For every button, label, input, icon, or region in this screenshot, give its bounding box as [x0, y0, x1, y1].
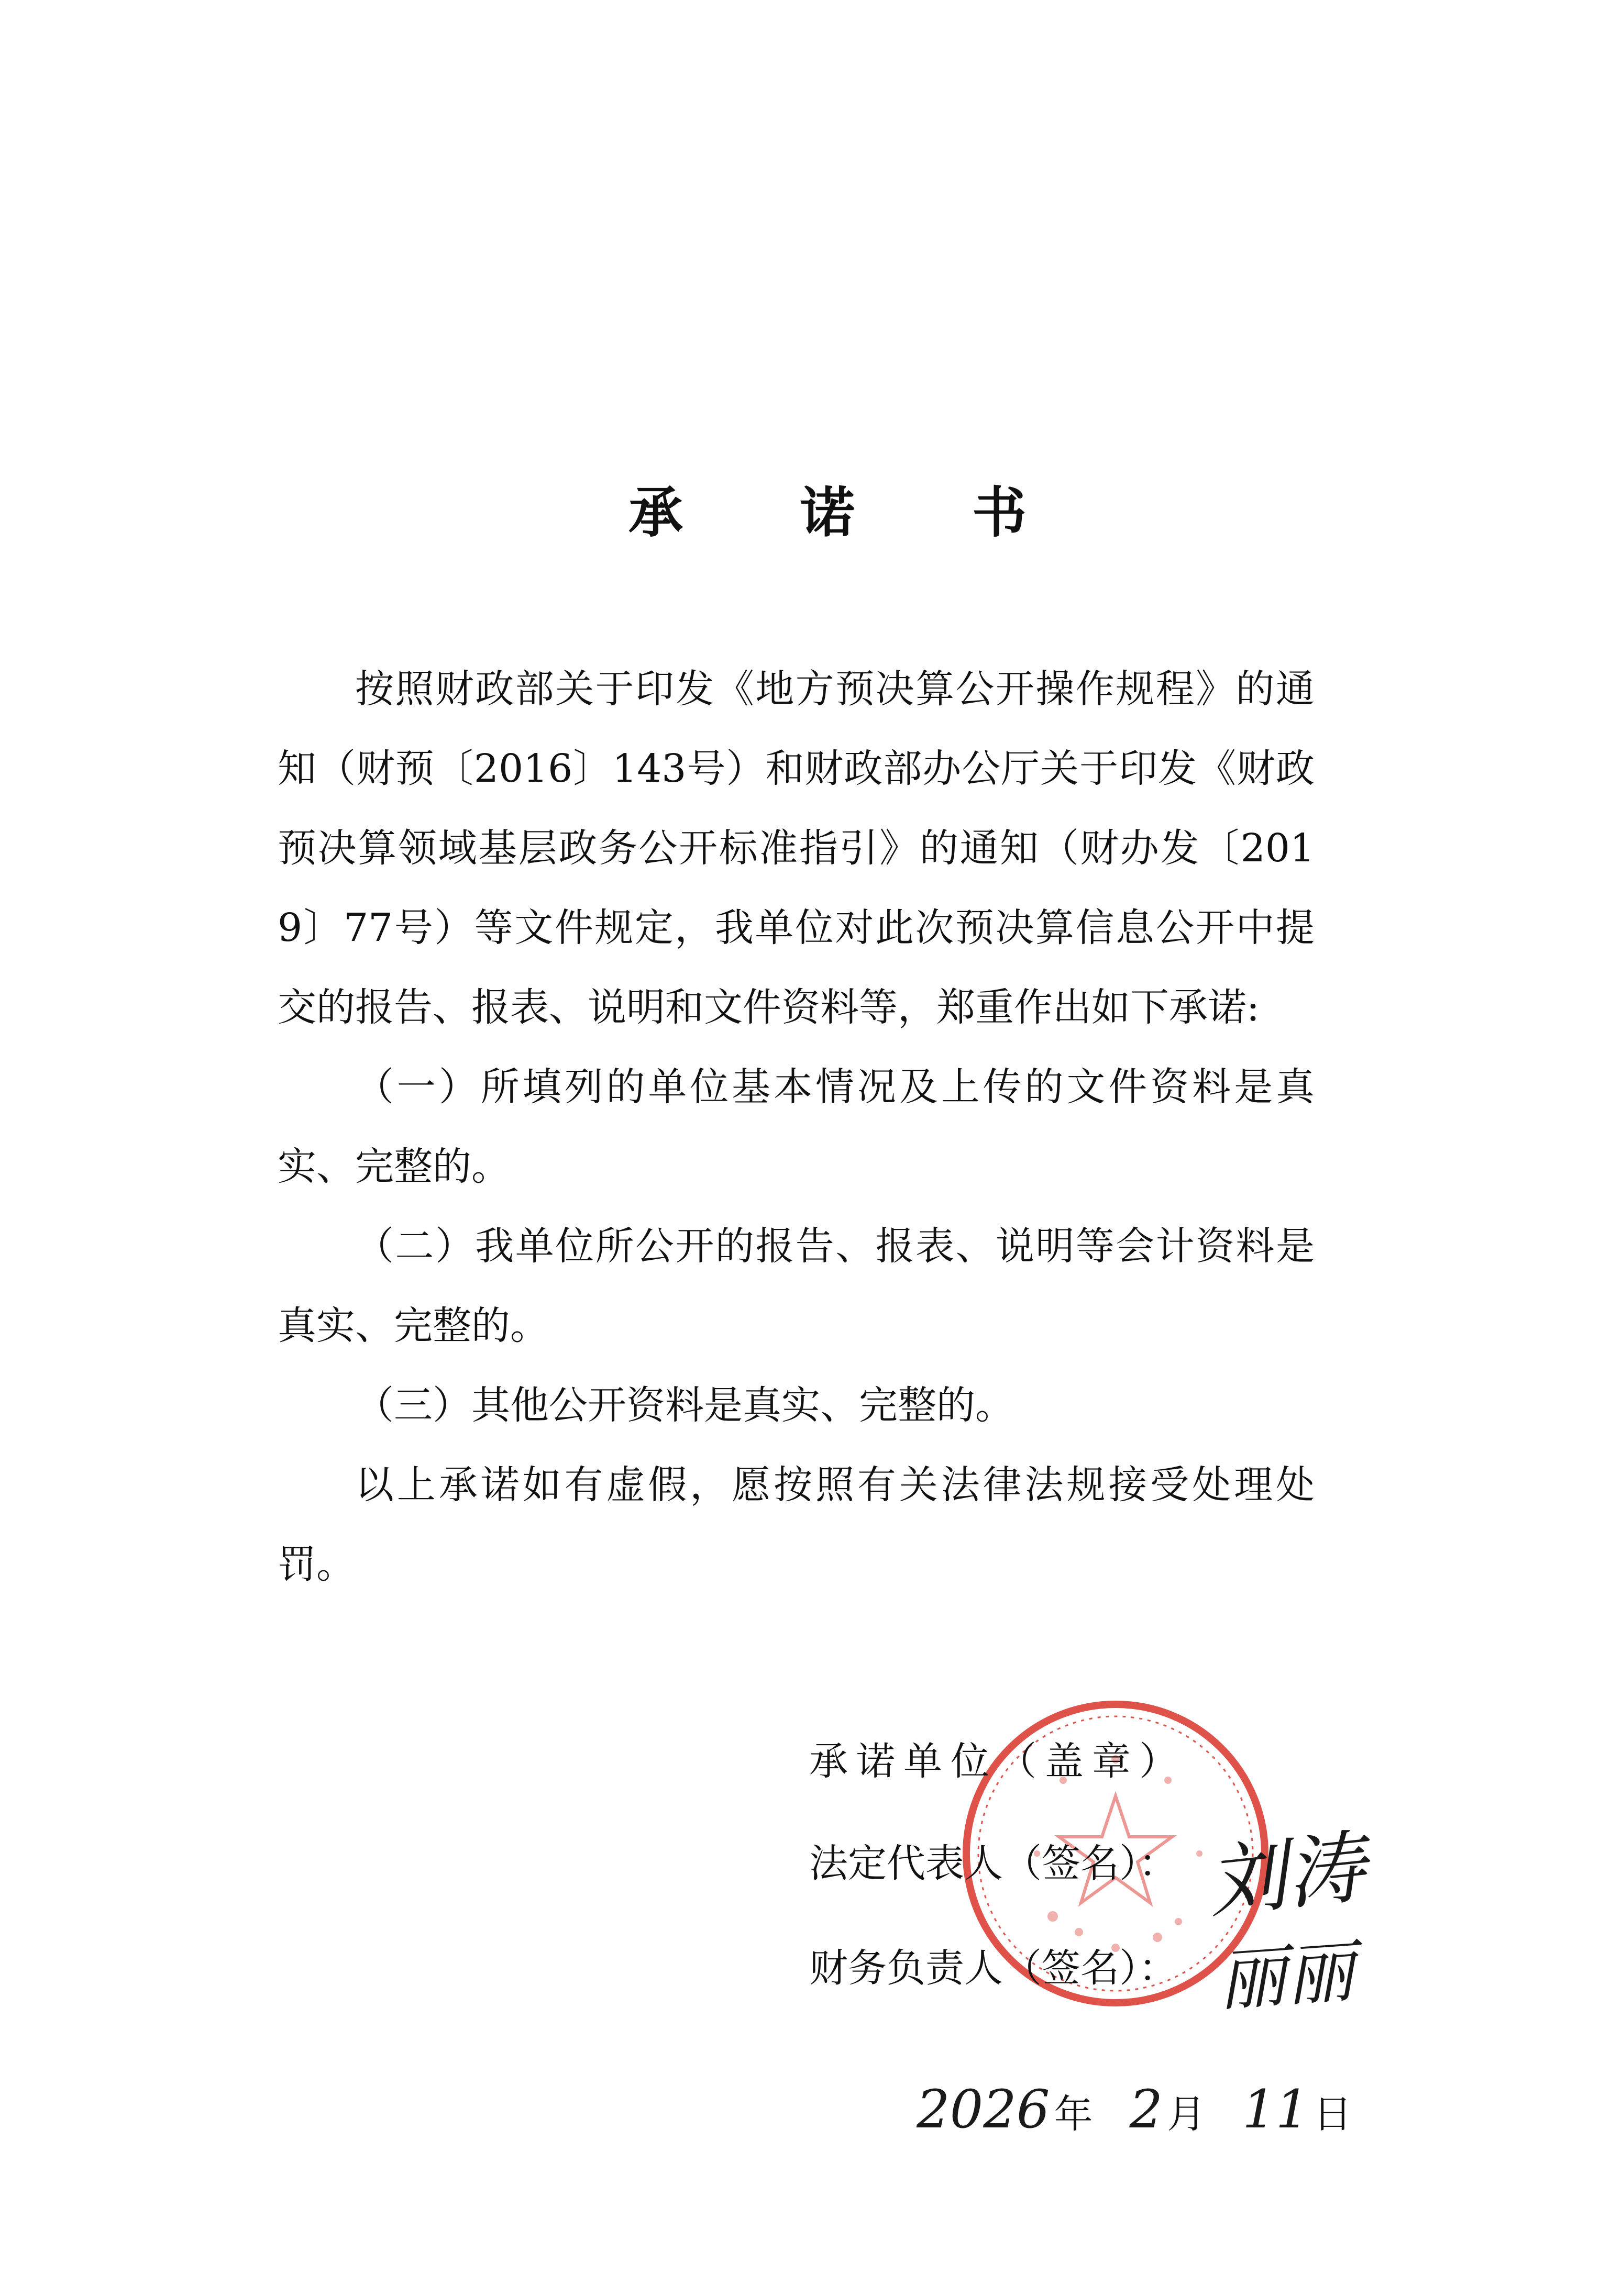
date-year-unit: 年 — [1054, 2092, 1093, 2137]
page-title — [628, 471, 1027, 545]
date-day: 11 — [1242, 2079, 1309, 2140]
date-year: 2026 — [917, 2079, 1050, 2140]
legal-representative-label: 法定代表人（签名）： — [809, 1841, 1177, 1886]
finance-head-line — [809, 1932, 1357, 2021]
finance-head-label: 财务负责人（签名）： — [809, 1946, 1177, 1991]
legal-representative-signature: 刘涛 — [1204, 1822, 1370, 1929]
paragraph-item-3: （三）其他公开资料是真实、完整的。 — [355, 1383, 1014, 1428]
paragraph-item-1: （一）所填列的单位基本情况及上传的文件资料是真实、完整的。 — [278, 1064, 1315, 1189]
document-body — [278, 649, 1315, 1604]
paragraph-item-2: （二）我单位所公开的报告、报表、说明等会计资料是真实、完整的。 — [278, 1224, 1315, 1348]
title-char: 承 — [628, 480, 683, 545]
title-char: 诺 — [800, 480, 855, 545]
title-char: 书 — [972, 480, 1027, 545]
unit-stamp-label: 承诺单位（盖章） — [809, 1739, 1186, 1784]
finance-head-signature: 丽丽 — [1215, 1932, 1357, 2021]
legal-representative-line — [809, 1822, 1370, 1929]
date-month-unit: 月 — [1167, 2092, 1206, 2137]
paragraph-intro: 按照财政部关于印发《地方预决算公开操作规程》的通知（财预〔2016〕143号）和财政部办公厅关于印发《财政预决算领域基层政务公开标准指引》的通知（财办发〔2019〕77号）等文件规定，我单位对此次预决算信息公开中提交的报告、报表、说明和文件资料等，郑重作出如下承诺: — [278, 667, 1315, 1030]
paragraph-closing: 以上承诺如有虚假，愿按照有关法律法规接受处理处罚。 — [278, 1462, 1315, 1587]
signing-date — [917, 2079, 1352, 2140]
date-month: 2 — [1129, 2079, 1163, 2140]
date-day-unit: 日 — [1313, 2092, 1352, 2137]
